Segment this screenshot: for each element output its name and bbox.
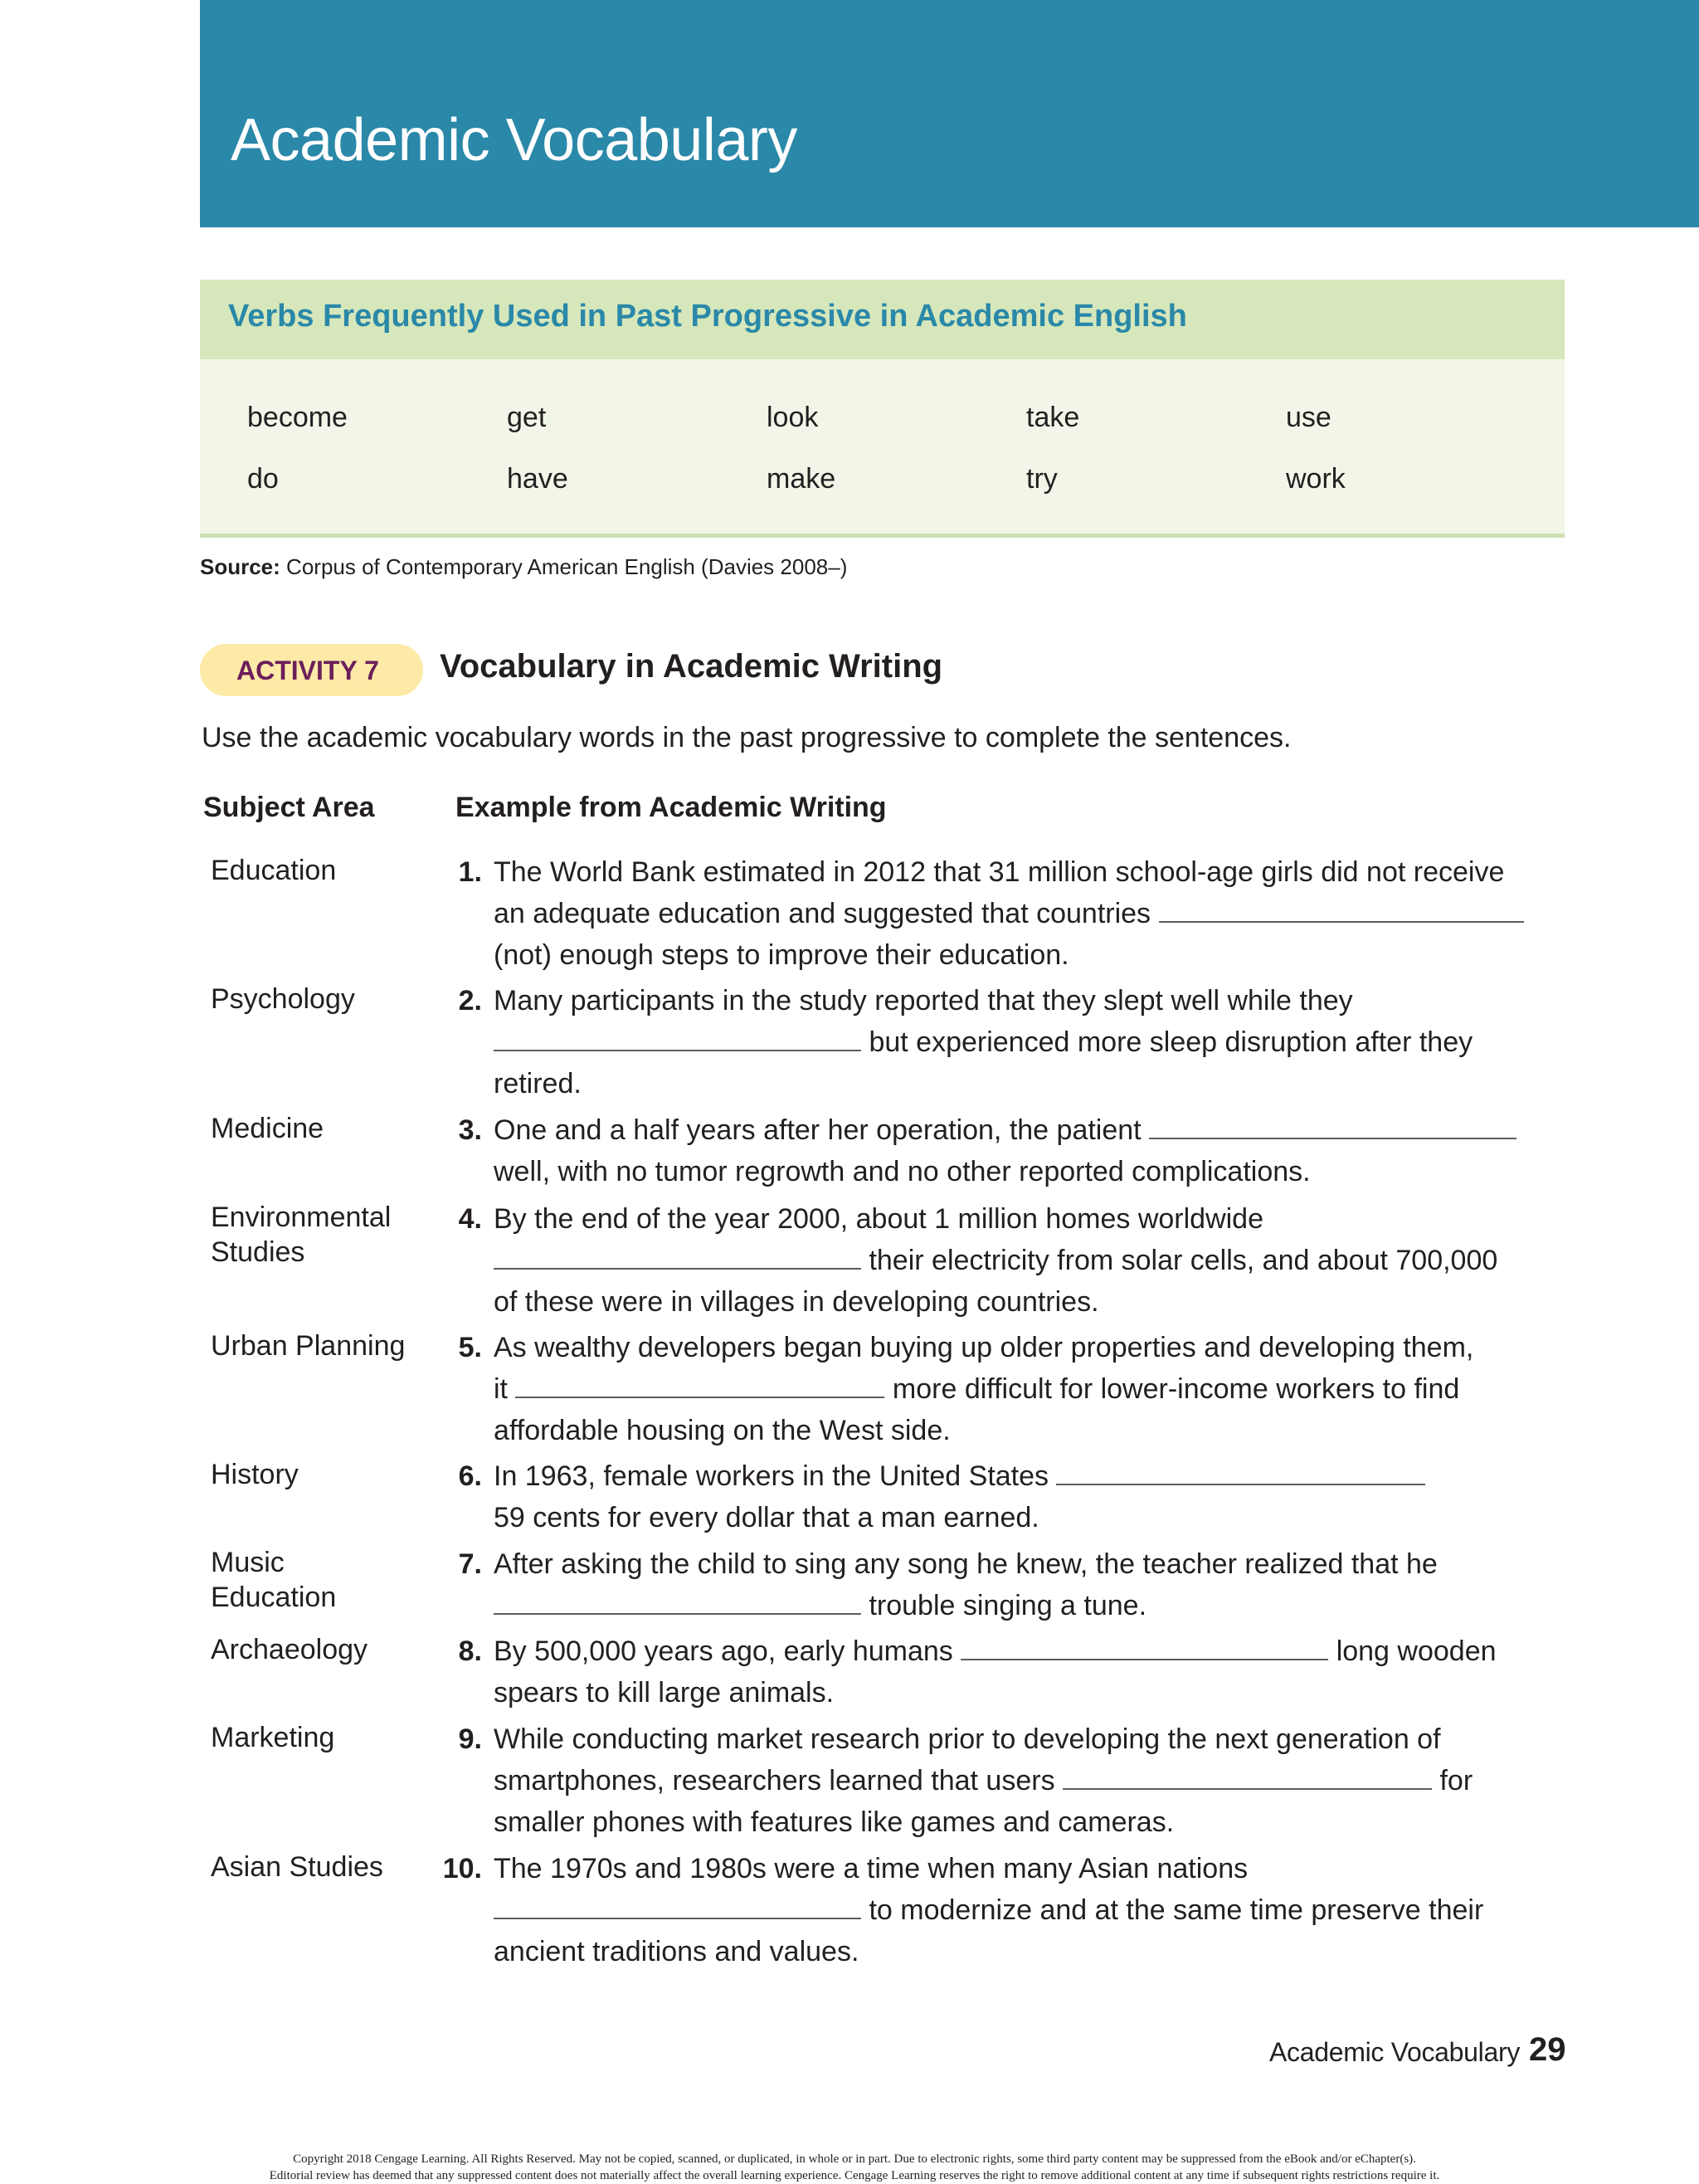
sentence-text: In 1963, female workers in the United States	[494, 1460, 1049, 1492]
subject-area: Archaeology	[211, 1634, 368, 1665]
sentence-text: but experienced more sleep disruption after they	[869, 1026, 1473, 1058]
sentence-line: While conducting market research prior to developing the next generation of	[494, 1723, 1441, 1755]
verb-cell: work	[1286, 463, 1346, 495]
answer-blank[interactable]	[1063, 1787, 1432, 1790]
sentence-line: By the end of the year 2000, about 1 million homes worldwide	[494, 1203, 1263, 1235]
item-number: 2.	[458, 985, 482, 1016]
verb-cell: make	[767, 463, 836, 495]
sentence-line: well, with no tumor regrowth and no other reported complications.	[494, 1156, 1311, 1187]
subject-area: Environmental Studies	[211, 1202, 392, 1268]
page-number: 29	[1529, 2031, 1566, 2068]
sentence-text: long wooden	[1336, 1636, 1497, 1667]
verb-cell: get	[507, 402, 547, 433]
sentence-text: their electricity from solar cells, and about 700,000	[869, 1245, 1498, 1276]
sentence-text: an adequate education and suggested that countries	[494, 898, 1151, 929]
item-number: 8.	[458, 1636, 482, 1667]
sentence-line	[494, 1245, 1497, 1277]
sentence-line: The 1970s and 1980s were a time when many Asian nations	[494, 1853, 1249, 1884]
sentence-line: spears to kill large animals.	[494, 1677, 835, 1709]
sentence-line	[494, 1460, 1425, 1493]
subject-area: Education	[211, 855, 337, 886]
item-number: 7.	[458, 1548, 482, 1580]
subject-area: Marketing	[211, 1722, 335, 1753]
verb-cell: use	[1286, 402, 1331, 433]
answer-blank[interactable]	[494, 1612, 861, 1615]
answer-blank[interactable]	[1056, 1483, 1425, 1485]
answer-blank[interactable]	[1159, 920, 1524, 923]
verbs-table-title: Verbs Frequently Used in Past Progressive in Academic English	[228, 299, 1187, 334]
activity-instructions: Use the academic vocabulary words in the past progressive to complete the sentences.	[202, 722, 1292, 753]
answer-blank[interactable]	[494, 1917, 861, 1919]
item-number: 4.	[458, 1203, 482, 1235]
source-text: Corpus of Contemporary American English (Davies 2008–)	[286, 554, 848, 579]
answer-blank[interactable]	[515, 1396, 884, 1398]
sentence-line	[494, 1114, 1516, 1147]
sentence-line	[494, 1590, 1146, 1622]
verb-cell: look	[767, 402, 819, 433]
sentence-text: to modernize and at the same time preserve their	[869, 1894, 1484, 1926]
sentence-line: The World Bank estimated in 2012 that 31 million school-age girls did not receive	[494, 856, 1505, 888]
sentence-line: (not) enough steps to improve their education.	[494, 939, 1069, 971]
subject-area: Music Education	[211, 1547, 337, 1613]
answer-blank[interactable]	[494, 1267, 861, 1270]
sentence-line: retired.	[494, 1068, 582, 1099]
column-header-subject: Subject Area	[203, 792, 375, 823]
item-number: 6.	[458, 1460, 482, 1492]
sentence-line	[494, 1894, 1483, 1927]
subject-area: Psychology	[211, 983, 355, 1015]
sentence-line	[494, 1373, 1459, 1406]
verb-cell: take	[1026, 402, 1080, 433]
running-footer: Academic Vocabulary	[1269, 2037, 1521, 2067]
verb-cell: become	[247, 402, 348, 433]
source-label: Source:	[200, 554, 280, 579]
sentence-line	[494, 1636, 1497, 1668]
sentence-text: trouble singing a tune.	[869, 1590, 1147, 1621]
sentence-text: for	[1439, 1765, 1473, 1796]
verb-cell: have	[507, 463, 568, 495]
item-number: 5.	[458, 1332, 482, 1363]
verb-cell: try	[1026, 463, 1058, 495]
item-number: 10.	[442, 1853, 482, 1884]
column-header-example: Example from Academic Writing	[455, 792, 887, 823]
sentence-line: 59 cents for every dollar that a man earned.	[494, 1502, 1039, 1533]
sentence-line	[494, 1026, 1473, 1059]
sentence-line: ancient traditions and values.	[494, 1936, 859, 1967]
sentence-text: it	[494, 1373, 508, 1405]
sentence-line	[494, 898, 1524, 930]
answer-blank[interactable]	[494, 1049, 861, 1051]
sentence-text: By 500,000 years ago, early humans	[494, 1636, 953, 1667]
item-number: 9.	[458, 1723, 482, 1755]
sentence-line	[494, 1765, 1473, 1797]
activity-title: Vocabulary in Academic Writing	[440, 648, 943, 685]
verb-cell: do	[247, 463, 279, 495]
answer-blank[interactable]	[961, 1658, 1328, 1660]
sentence-text: more difficult for lower-income workers to find	[892, 1373, 1460, 1405]
item-number: 3.	[458, 1114, 482, 1146]
answer-blank[interactable]	[1149, 1137, 1516, 1139]
activity-badge	[200, 644, 423, 696]
subject-area: History	[211, 1459, 299, 1490]
subject-area: Urban Planning	[211, 1330, 406, 1362]
activity-number: ACTIVITY 7	[236, 656, 379, 685]
sentence-line: of these were in villages in developing countries.	[494, 1286, 1099, 1318]
copyright-notice	[141, 2151, 1568, 2184]
copyright-line: Editorial review has deemed that any suppressed content does not materially affect the overall learning experience. Cengage Learning reserves the right to remove additional content at any time if subsequent rights restrictions require it.	[269, 2169, 1440, 2182]
chapter-title: Academic Vocabulary	[231, 107, 797, 173]
sentence-line: As wealthy developers began buying up older properties and developing them,	[494, 1332, 1474, 1363]
copyright-line: Copyright 2018 Cengage Learning. All Rights Reserved. May not be copied, scanned, or duplicated, in whole or in part. Due to electronic rights, some third party content may be suppressed from the eBook and/or eChapter(s).	[293, 2152, 1416, 2166]
sentence-text: smartphones, researchers learned that users	[494, 1765, 1055, 1796]
subject-area: Medicine	[211, 1113, 324, 1144]
sentence-line: affordable housing on the West side.	[494, 1415, 951, 1446]
sentence-text: One and a half years after her operation, the patient	[494, 1114, 1142, 1146]
sentence-line: Many participants in the study reported that they slept well while they	[494, 985, 1353, 1016]
verbs-table-box	[200, 280, 1565, 538]
item-number: 1.	[458, 856, 482, 888]
sentence-line: After asking the child to sing any song he knew, the teacher realized that he	[494, 1548, 1438, 1580]
verbs-table-header	[200, 280, 1565, 359]
source-line	[200, 554, 847, 580]
subject-area: Asian Studies	[211, 1851, 383, 1883]
sentence-line: smaller phones with features like games and cameras.	[494, 1806, 1175, 1838]
